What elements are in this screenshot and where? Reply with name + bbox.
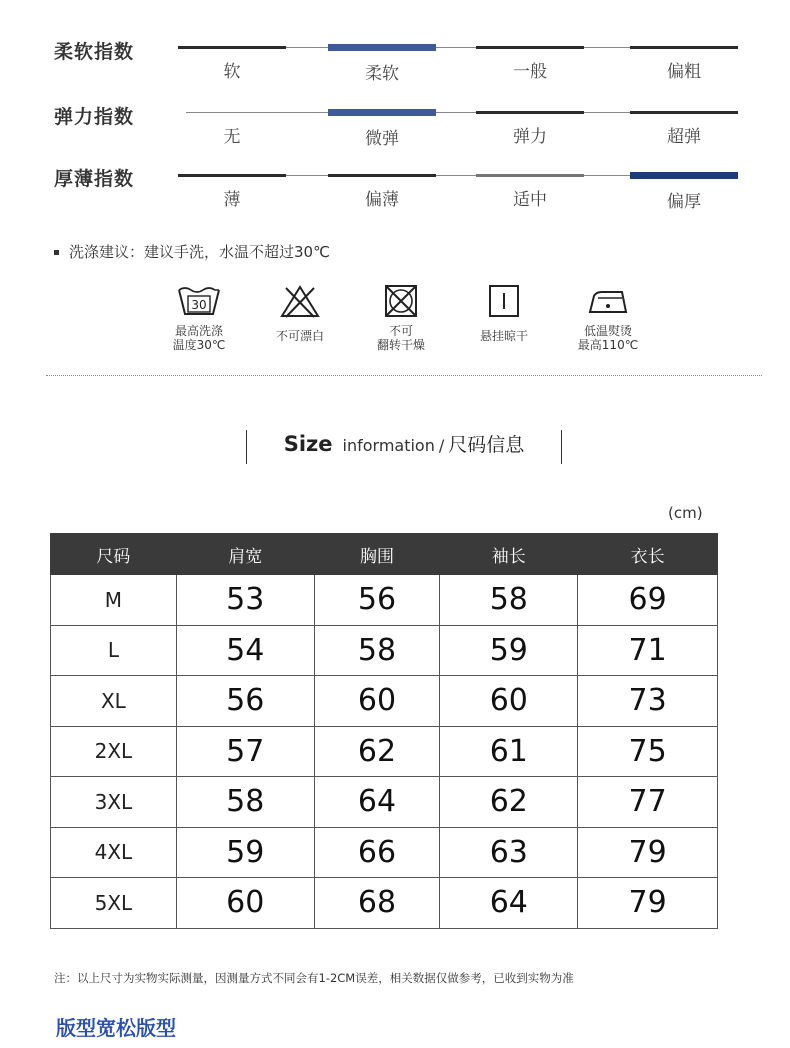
softness-title: 柔软指数	[54, 41, 135, 63]
elasticity-option-1: 无	[223, 127, 241, 147]
header-length: 衣长	[578, 534, 718, 575]
thickness-title: 厚薄指数	[54, 168, 135, 190]
size-table	[50, 533, 718, 929]
table-row: M 53 56 58 69	[51, 575, 718, 626]
thickness-option-1: 薄	[178, 174, 286, 210]
section-divider	[46, 375, 762, 376]
softness-option-2: 柔软	[328, 46, 436, 84]
elasticity-option-4: 超弹	[630, 111, 738, 147]
thickness-row	[0, 164, 790, 220]
no-tumble-dry-icon	[381, 284, 421, 320]
line-dry-icon	[484, 284, 524, 320]
bullet-icon	[54, 250, 59, 255]
size-title-cn: 尺码信息	[448, 434, 525, 456]
header-chest: 胸围	[314, 534, 440, 575]
size-title-en: information	[342, 436, 435, 455]
thickness-option-3: 适中	[476, 174, 584, 210]
header-shoulder: 肩宽	[176, 534, 314, 575]
table-row: 4XL 59 66 63 79	[51, 827, 718, 878]
table-row: 5XL 60 68 64 79	[51, 878, 718, 929]
table-row: 3XL 58 64 62 77	[51, 777, 718, 828]
fit-type: 版型宽松版型	[56, 1016, 176, 1040]
care-wash-30: 30 最高洗涤 温度30℃	[154, 284, 244, 352]
softness-option-4: 偏粗	[630, 46, 738, 82]
wash-30-icon	[175, 284, 223, 320]
table-header-row	[51, 534, 718, 575]
low-iron-icon	[584, 284, 632, 320]
svg-text:30: 30	[191, 298, 207, 312]
elasticity-title: 弹力指数	[54, 106, 135, 128]
table-row: 2XL 57 62 61 75	[51, 726, 718, 777]
table-row: L 54 58 59 71	[51, 625, 718, 676]
elasticity-row	[0, 102, 790, 158]
size-title-en-bold: Size	[283, 432, 333, 456]
no-bleach-icon	[278, 284, 322, 320]
softness-row	[0, 37, 790, 93]
care-line-dry: 悬挂晾干	[459, 284, 549, 343]
elasticity-option-2: 微弹	[328, 111, 436, 149]
care-low-iron: 低温熨烫 最高110℃	[563, 284, 653, 352]
header-size: 尺码	[51, 534, 177, 575]
softness-option-1: 软	[178, 46, 286, 82]
measurement-note: 注：以上尺寸为实物实际测量，因测量方式不同会有1-2CM误差，相关数据仅做参考，已收到实物为准	[54, 971, 574, 985]
elasticity-option-3: 弹力	[476, 111, 584, 147]
softness-option-3: 一般	[476, 46, 584, 82]
washing-advice: 洗涤建议：建议手洗，水温不超过30℃	[54, 241, 330, 262]
care-no-bleach: 不可漂白	[255, 284, 345, 343]
thickness-option-2: 偏薄	[328, 174, 436, 210]
header-sleeve: 袖长	[440, 534, 578, 575]
thickness-option-4: 偏厚	[630, 174, 738, 212]
unit-label: (cm)	[668, 504, 703, 522]
table-row: XL 56 60 60 73	[51, 676, 718, 727]
size-title-sep: /	[438, 436, 445, 455]
care-no-tumble-dry: 不可 翻转干燥	[356, 284, 446, 352]
size-info-title	[246, 430, 562, 464]
